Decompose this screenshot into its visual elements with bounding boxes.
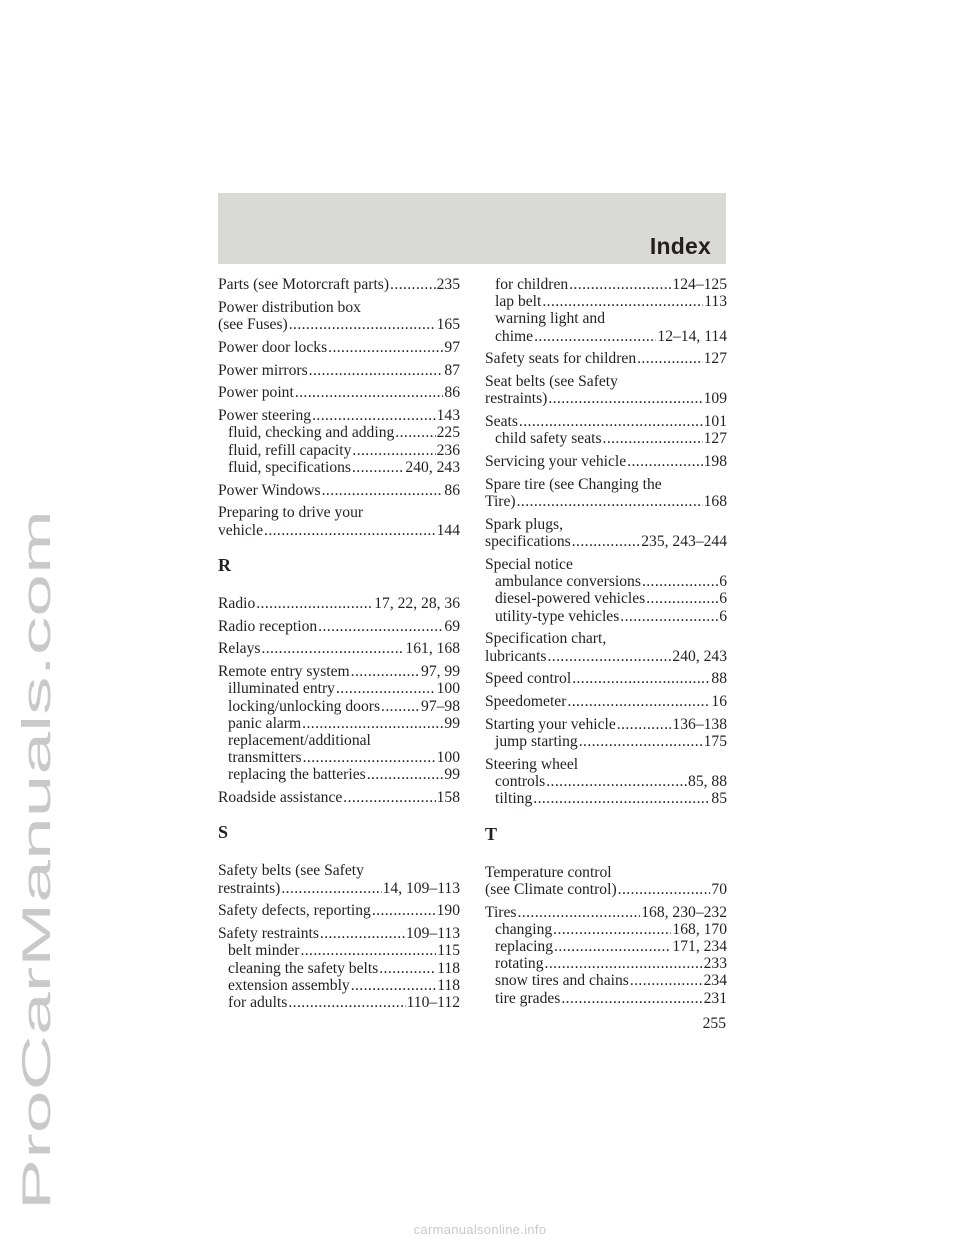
entry-text: restraints) [218, 879, 281, 897]
index-subentry-line [485, 955, 727, 972]
dot-leader [627, 453, 702, 470]
page-reference: 99 [444, 766, 460, 784]
dot-leader [554, 938, 671, 955]
entry-text: Radio [218, 594, 256, 612]
index-entry [218, 640, 460, 657]
index-entry-line [485, 904, 727, 921]
dot-leader [518, 904, 641, 921]
index-entry-line [218, 339, 460, 356]
page-reference: 86 [444, 481, 460, 499]
dot-leader [302, 715, 443, 732]
index-subentry-line [485, 430, 727, 447]
page-reference: 109 [703, 390, 727, 408]
dot-leader [336, 680, 436, 697]
page-reference: 168 [703, 493, 727, 511]
entry-text: Special notice [485, 556, 573, 573]
page-reference: 99 [444, 714, 460, 732]
index-subentry-line [218, 749, 460, 766]
dot-leader [309, 362, 444, 379]
page-reference: 225 [436, 424, 460, 442]
entry-text: panic alarm [228, 714, 302, 732]
page-reference: 17, 22, 28, 36 [374, 594, 460, 612]
dot-leader [579, 733, 703, 750]
dot-leader [352, 442, 435, 459]
index-entry [218, 362, 460, 379]
page-reference: 6 [719, 573, 727, 591]
dot-leader [617, 716, 672, 733]
entry-text: for children [495, 276, 569, 293]
dot-leader [289, 316, 436, 333]
entry-text: cleaning the safety belts [228, 959, 379, 977]
index-entry [485, 630, 727, 664]
entry-text: Power Windows [218, 481, 321, 499]
index-entry [485, 670, 727, 687]
index-entry [218, 595, 460, 612]
page-reference: 85 [711, 790, 727, 808]
entry-text: jump starting [495, 733, 578, 751]
entry-text: tilting [495, 790, 533, 808]
index-entry-line [218, 276, 460, 293]
index-subentry-line [218, 960, 460, 977]
page-reference: 113 [704, 293, 727, 311]
page-reference: 87 [444, 361, 460, 379]
page-reference: 97, 99 [421, 663, 460, 681]
index-entry-line [218, 618, 460, 635]
dot-leader [303, 749, 436, 766]
dot-leader [352, 459, 404, 476]
page-reference: 235, 243–244 [641, 533, 727, 551]
dot-leader [517, 493, 703, 510]
dot-leader [343, 789, 435, 806]
page-reference: 236 [436, 441, 460, 459]
index-entry-line [218, 925, 460, 942]
page-number: 255 [702, 1015, 726, 1032]
index-entry-line [218, 663, 460, 680]
index-entry-line [218, 522, 460, 539]
entry-text: warning light and [495, 310, 606, 328]
page-reference: 234 [703, 972, 727, 990]
dot-leader [381, 698, 420, 715]
dot-leader [288, 994, 405, 1011]
index-entry [485, 904, 727, 1007]
index-subentry-line [485, 293, 727, 310]
entry-text: locking/unlocking doors [228, 697, 381, 715]
index-entry-line [218, 299, 460, 316]
dot-leader [256, 595, 373, 612]
index-entry-line [485, 516, 727, 533]
index-entry-line [485, 670, 727, 687]
entry-text: changing [495, 920, 553, 938]
page-reference: 124–125 [672, 276, 727, 293]
page-reference: 158 [436, 789, 460, 807]
page-reference: 97–98 [421, 697, 460, 715]
index-entry [485, 276, 727, 345]
entry-text: Seats [485, 413, 518, 431]
entry-text: Speed control [485, 670, 572, 688]
entry-text: Servicing your vehicle [485, 453, 627, 471]
entry-text: Power mirrors [218, 361, 308, 379]
dot-leader [630, 972, 703, 989]
entry-text: Specification chart, [485, 630, 607, 648]
index-entry-line [485, 881, 727, 898]
dot-leader [548, 648, 672, 665]
index-subentry-line [485, 733, 727, 750]
index-entry-line [218, 880, 460, 897]
entry-text: fluid, specifications [228, 458, 351, 476]
index-entry-line [485, 756, 727, 773]
page-reference: 85, 88 [688, 773, 727, 791]
index-entry-line [485, 476, 727, 493]
index-subentry-line [218, 977, 460, 994]
page-reference: 100 [436, 749, 460, 767]
entry-text: chime [495, 327, 534, 345]
dot-leader [572, 670, 710, 687]
entry-text: snow tires and chains [495, 972, 629, 990]
index-entry [218, 504, 460, 538]
entry-text: replacing the batteries [228, 766, 366, 784]
index-entry-line [218, 407, 460, 424]
page-reference: 231 [703, 989, 727, 1007]
index-entry-line [218, 640, 460, 657]
index-entry-line [218, 384, 460, 401]
entry-text: Power distribution box [218, 298, 361, 316]
page-reference: 70 [711, 880, 727, 898]
page-reference: 136–138 [672, 716, 727, 733]
index-subentry-line [485, 921, 727, 938]
index-entry [218, 299, 460, 333]
index-entry [218, 276, 460, 293]
entry-text: Parts (see Motorcraft parts) [218, 276, 390, 293]
entry-text: Remote entry system [218, 663, 350, 681]
dot-leader [646, 590, 718, 607]
page-reference: 6 [719, 607, 727, 625]
dot-leader [519, 413, 703, 430]
dot-leader [395, 424, 435, 441]
dot-leader [603, 430, 703, 447]
entry-text: transmitters [228, 749, 302, 767]
dot-leader [295, 384, 444, 401]
index-subentry-line [218, 942, 460, 959]
index-entry [485, 716, 727, 750]
entry-text: belt minder [228, 942, 300, 960]
entry-text: Spark plugs, [485, 516, 563, 533]
footer-watermark: carmanualsonline.info [413, 1222, 547, 1237]
index-entry [218, 482, 460, 499]
index-subentry-line [485, 590, 727, 607]
page-reference: 12–14, 114 [657, 327, 727, 345]
entry-text: utility-type vehicles [495, 607, 620, 625]
page-reference: 101 [703, 413, 727, 431]
index-entry [218, 789, 460, 806]
index-entry [218, 618, 460, 635]
page-reference: 240, 243 [672, 647, 727, 665]
entry-text: Spare tire (see Changing the [485, 476, 662, 493]
index-entry-line [485, 493, 727, 510]
index-entry-line [218, 362, 460, 379]
dot-leader [642, 573, 718, 590]
index-subentry-line [218, 459, 460, 476]
page-reference: 165 [436, 316, 460, 333]
index-entry [218, 407, 460, 476]
entry-text: Speedometer [485, 693, 567, 711]
index-entry [485, 453, 727, 470]
page-reference: 110–112 [406, 994, 460, 1012]
entry-text: Safety restraints [218, 925, 319, 943]
index-entry [485, 556, 727, 625]
dot-leader [534, 328, 656, 345]
entry-text: (see Climate control) [485, 880, 617, 898]
page-reference: 109–113 [406, 925, 460, 943]
entry-text: vehicle [218, 521, 264, 539]
index-entry [485, 864, 727, 898]
dot-leader [545, 955, 703, 972]
entry-text: restraints) [485, 390, 548, 408]
index-subentry-line [485, 972, 727, 989]
index-subentry-line [218, 442, 460, 459]
entry-text: Safety seats for children [485, 350, 637, 368]
index-subentry-line [218, 698, 460, 715]
dot-leader [569, 276, 671, 293]
index-subentry-line [485, 790, 727, 807]
entry-text: specifications [485, 533, 571, 551]
entry-text: fluid, refill capacity [228, 441, 352, 459]
entry-text: Roadside assistance [218, 789, 343, 807]
page-reference: 233 [703, 955, 727, 973]
index-entry-line [485, 864, 727, 881]
entry-text: for adults [228, 994, 288, 1012]
index-entry [485, 756, 727, 808]
index-subentry-line [485, 328, 727, 345]
dot-leader [637, 350, 702, 367]
side-watermark-text: ProCarManuals.com [15, 845, 59, 1210]
dot-leader [618, 881, 711, 898]
entry-text: controls [495, 773, 546, 791]
entry-text: replacement/additional [228, 732, 371, 749]
page-reference: 118 [437, 976, 460, 994]
entry-text: lap belt [495, 293, 542, 311]
entry-text: Tires [485, 903, 517, 921]
dot-leader [318, 618, 443, 635]
index-subentry-line [218, 994, 460, 1011]
page-reference: 86 [444, 384, 460, 402]
dot-leader [281, 880, 381, 897]
index-subentry-line [485, 990, 727, 1007]
index-entry-line [485, 413, 727, 430]
page-reference: 175 [703, 733, 727, 751]
dot-leader [567, 693, 710, 710]
dot-leader [320, 925, 405, 942]
dot-leader [367, 766, 444, 783]
page-reference: 143 [436, 407, 460, 425]
index-entry-line [485, 350, 727, 367]
dot-leader [379, 960, 436, 977]
index-entry [485, 476, 727, 510]
index-subentry-line [218, 680, 460, 697]
dot-leader [561, 990, 702, 1007]
dot-leader [542, 293, 703, 310]
entry-text: ambulance conversions [495, 573, 641, 591]
section-letter: R [218, 554, 231, 575]
dot-leader [351, 663, 420, 680]
page-reference: 235 [436, 276, 460, 293]
index-entry [218, 862, 460, 896]
index-subentry-line [218, 715, 460, 732]
index-entry [218, 925, 460, 1011]
entry-text: Steering wheel [485, 756, 579, 773]
index-entry [485, 373, 727, 407]
entry-text: extension assembly [228, 976, 350, 994]
index-entry [485, 693, 727, 710]
page-reference: 127 [703, 350, 727, 368]
page-reference: 88 [711, 670, 727, 688]
page-reference: 168, 230–232 [641, 903, 727, 921]
entry-text: Power point [218, 384, 294, 402]
entry-text: Preparing to drive your [218, 504, 364, 522]
page-reference: 127 [703, 430, 727, 448]
entry-text: lubricants [485, 647, 547, 665]
page-reference: 100 [436, 680, 460, 698]
entry-text: Safety belts (see Safety [218, 862, 364, 880]
index-entry-line [218, 316, 460, 333]
index-entry-line [218, 504, 460, 521]
page-reference: 144 [436, 521, 460, 539]
page-reference: 198 [703, 453, 727, 471]
page-reference: 118 [437, 959, 460, 977]
entry-text: child safety seats [495, 430, 602, 448]
page-reference: 161, 168 [405, 640, 460, 658]
dot-leader [351, 977, 436, 994]
index-entry-line [485, 373, 727, 390]
page-reference: 14, 109–113 [382, 879, 460, 897]
index-entry [218, 902, 460, 919]
index-entry [218, 384, 460, 401]
entry-text: Seat belts (see Safety [485, 373, 618, 391]
index-entry [485, 516, 727, 550]
side-watermark [0, 0, 62, 1242]
index-entry-line [485, 630, 727, 647]
index-entry-line [485, 716, 727, 733]
entry-text: Safety defects, reporting [218, 902, 371, 920]
index-entry-line [485, 556, 727, 573]
dot-leader [553, 921, 671, 938]
index-entry [485, 413, 727, 447]
entry-text: Radio reception [218, 617, 318, 635]
entry-text: Starting your vehicle [485, 716, 616, 733]
index-entry-line [485, 693, 727, 710]
page-reference: 16 [711, 693, 727, 711]
dot-leader [572, 533, 640, 550]
index-subentry-line [218, 732, 460, 749]
entry-text: Relays [218, 640, 261, 658]
index-subentry-line [485, 938, 727, 955]
dot-leader [546, 773, 687, 790]
dot-leader [533, 790, 710, 807]
index-subentry-line [485, 573, 727, 590]
entry-text: illuminated entry [228, 680, 335, 698]
index-subentry-line [485, 276, 727, 293]
page-reference: 6 [719, 590, 727, 608]
dot-leader [261, 640, 404, 657]
index-subentry-line [485, 310, 727, 327]
entry-text: replacing [495, 938, 554, 956]
entry-text: (see Fuses) [218, 316, 288, 333]
dot-leader [300, 942, 436, 959]
page-reference: 171, 234 [672, 938, 727, 956]
dot-leader [264, 522, 436, 539]
section-letter: T [485, 823, 498, 844]
page-reference: 168, 170 [672, 920, 727, 938]
entry-text: rotating [495, 955, 544, 973]
dot-leader [328, 339, 443, 356]
page-title: Index [649, 233, 711, 259]
page-reference: 69 [444, 617, 460, 635]
index-entry [485, 350, 727, 367]
index-entry-line [218, 902, 460, 919]
entry-text: fluid, checking and adding [228, 424, 395, 442]
index-subentry-line [485, 773, 727, 790]
entry-text: Power door locks [218, 338, 328, 356]
index-subentry-line [218, 424, 460, 441]
index-entry-line [485, 533, 727, 550]
index-entry-line [485, 648, 727, 665]
index-entry-line [485, 453, 727, 470]
index-entry [218, 339, 460, 356]
entry-text: tire grades [495, 989, 561, 1007]
index-entry-line [218, 482, 460, 499]
dot-leader [312, 407, 436, 424]
entry-text: diesel-powered vehicles [495, 590, 646, 608]
section-letter: S [218, 822, 229, 843]
dot-leader [322, 482, 444, 499]
page-reference: 115 [437, 942, 460, 960]
index-subentry-line [485, 608, 727, 625]
entry-text: Temperature control [485, 863, 612, 881]
dot-leader [548, 390, 702, 407]
page-reference: 97 [444, 338, 460, 356]
index-subentry-line [218, 766, 460, 783]
page-reference: 190 [436, 902, 460, 920]
dot-leader [372, 902, 436, 919]
index-entry-line [218, 862, 460, 879]
index-entry-line [485, 390, 727, 407]
index-entry-line [218, 789, 460, 806]
index-column-left [218, 276, 460, 1017]
dot-leader [390, 276, 436, 293]
index-header-band [218, 193, 726, 264]
index-entry [218, 663, 460, 783]
index-column-right [485, 276, 727, 1012]
page-reference: 240, 243 [405, 458, 460, 476]
dot-leader [620, 608, 718, 625]
entry-text: Power steering [218, 407, 312, 425]
entry-text: Tire) [485, 493, 516, 511]
index-entry-line [218, 595, 460, 612]
